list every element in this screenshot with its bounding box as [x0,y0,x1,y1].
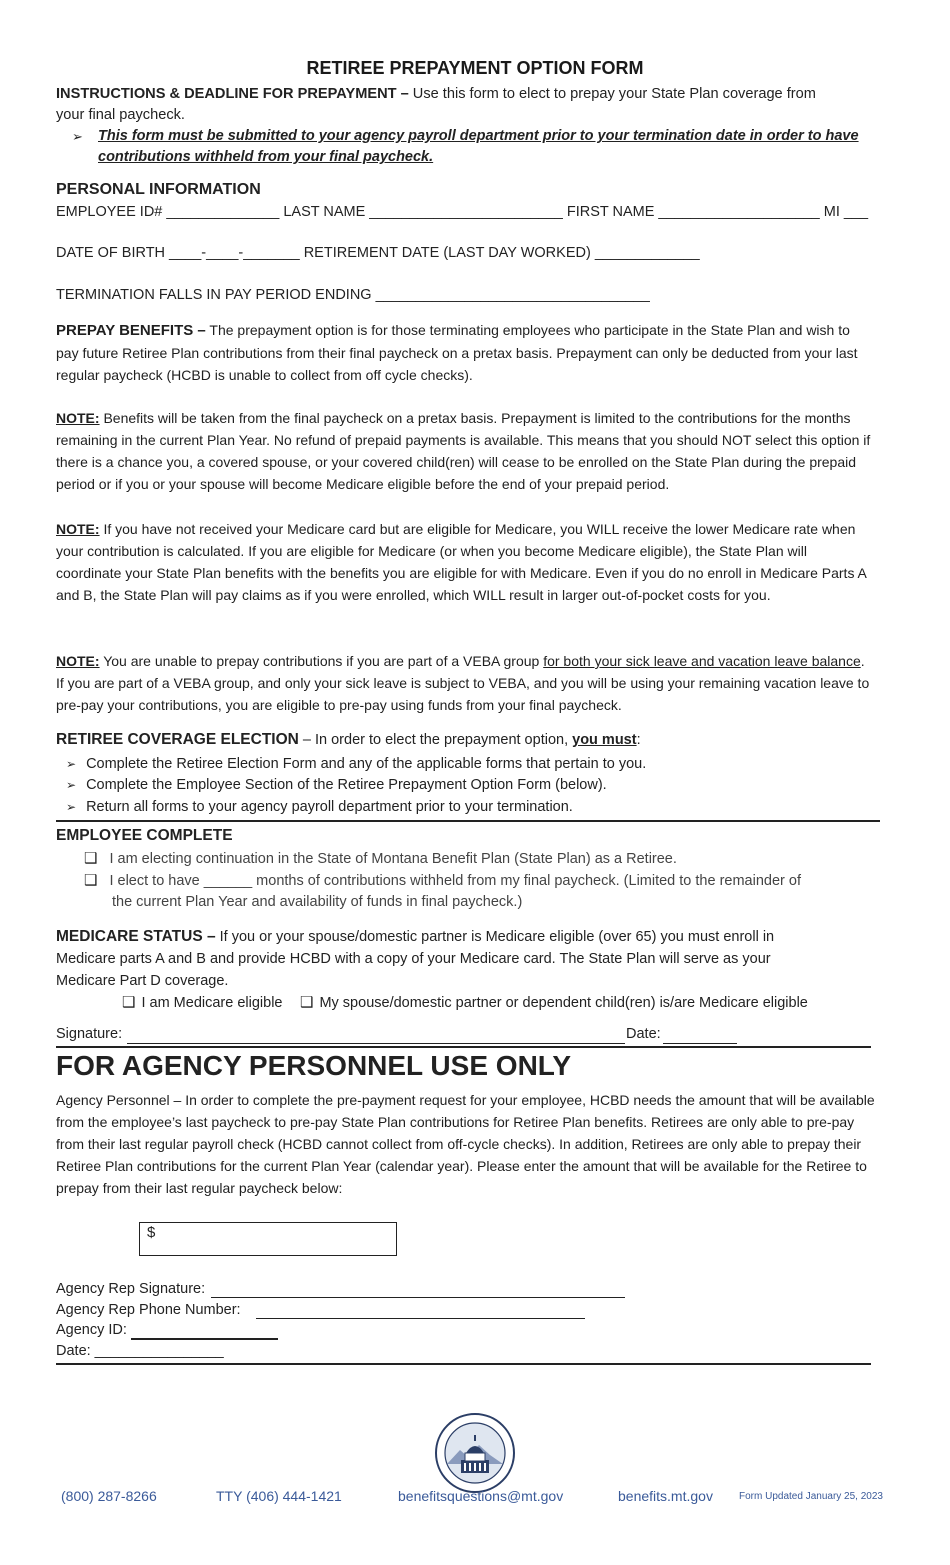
footer-email[interactable]: benefitsquestions@mt.gov [398,1488,564,1504]
footer-site[interactable]: benefits.mt.gov [618,1488,713,1504]
election-colon: : [636,732,641,748]
checkbox-label: I am Medicare eligible [141,995,283,1011]
list-item [66,799,573,815]
instructions-bullet-line2: contributions withheld from your final paycheck. [98,149,434,165]
agency-rep-phone-field[interactable] [256,1304,585,1319]
instructions-text: Use this form to elect to prepay your State Plan coverage from [412,86,816,102]
note-text: Benefits will be taken from the final paycheck on a pretax basis. Prepayment is limited to the contributions for the months remaining in the current Plan Year. No refund of prepaid payments is available. This means that you should NOT select this option if there is a chance you, a covered spouse, or your covered child(ren) will cease to be enrolled on the State Plan during the prepaid period or if you or your spouse will become Medicare eligible before the end of your prepaid period. [56,410,871,492]
note-label: NOTE: [56,410,100,426]
checkbox-label: I am electing continuation in the State of Montana Benefit Plan (State Plan) as a Retiree. [109,851,677,867]
election-intro: – In order to elect the prepayment option, [298,732,573,748]
seal-logo-graphic [434,1412,516,1494]
personal-row-pay-period[interactable]: TERMINATION FALLS IN PAY PERIOD ENDING __________________________________ [56,287,650,303]
checkbox-label: I elect to have ______ months of contributions withheld from my final paycheck. (Limited to the remainder of [109,873,801,889]
instructions-line1 [56,86,816,102]
election-heading: RETIREE COVERAGE ELECTION [56,731,299,748]
medicare-heading: MEDICARE STATUS – [56,928,216,945]
personal-row-ids[interactable]: EMPLOYEE ID# ______________ LAST NAME ________________________ FIRST NAME ____________________ MI ___ [56,204,869,220]
agency-paragraph: Agency Personnel – In order to complete the pre-payment request for your employee, HCBD needs the amount that will be available from the employee’s last paycheck to pre-pay State Plan contributions for Retiree Plan benefits. Retirees are only able to pre-pay from their last regular payroll check (HCBD cannot collect from off-cycle checks). In addition, Retirees are only able to prepay their Retiree Plan contributions for the current Plan Year (calendar year). Please enter the amount that will be available for the Retiree to prepay from their last regular paycheck below: [56,1092,875,1196]
footer-phone[interactable]: (800) 287-8266 [61,1488,157,1504]
employee-heading: EMPLOYEE COMPLETE [56,827,233,844]
employee-check-months[interactable] [84,873,801,889]
note-text: If you have not received your Medicare card but are eligible for Medicare, you WILL receive the lower Medicare rate when your contribution is calculated. If you are eligible for Medicare (or when you become Medicare eligible), the State Plan will coordinate your State Plan benefits with the benefits you are eligible for with Medicare. Even if you do no enroll in Medicare Parts A and B, the State Plan will pay claims as if you were enrolled, which WILL result in larger out-of-pocket costs for you. [56,521,867,603]
arrow-bullet-icon: ➢ [72,129,83,144]
medicare-option-self[interactable] [122,995,283,1011]
arrow-bullet-icon: ➢ [66,757,77,771]
seal-logo [434,1412,516,1494]
note-text: . If you are part of a VEBA group, and only your sick leave is subject to VEBA, and you will be using your remaining vacation leave to pre-pay your contributions, you are eligible to pre-pay using funds from your final paycheck. [56,653,870,713]
agency-rep-signature-label: Agency Rep Signature: [56,1281,206,1297]
amount-input[interactable] [139,1222,397,1256]
checkbox-icon[interactable]: ❑ [84,850,98,867]
personal-heading: PERSONAL INFORMATION [56,181,261,198]
list-item-text: Complete the Employee Section of the Retiree Prepayment Option Form (below). [86,777,607,793]
checkbox-icon[interactable]: ❑ [84,872,98,889]
note-paragraph-3 [56,650,876,716]
note-label: NOTE: [56,521,100,537]
medicare-line2: Medicare parts A and B and provide HCBD with a copy of your Medicare card. The State Plan will serve as your [56,951,771,967]
checkbox-label: My spouse/domestic partner or dependent child(ren) is/are Medicare eligible [319,995,808,1011]
note-label: NOTE: [56,653,100,669]
employee-check-months-line2: the current Plan Year and availability of funds in final paycheck.) [112,894,523,910]
election-heading-row [56,731,641,749]
amount-prefix: $ [147,1224,156,1241]
note-paragraph-2 [56,518,876,606]
employee-check-continuation[interactable] [84,851,677,867]
section-divider [56,820,880,822]
personal-row-dates[interactable]: DATE OF BIRTH ____-____-_______ RETIREMENT DATE (LAST DAY WORKED) _____________ [56,245,700,261]
instructions-line2: your final paycheck. [56,107,185,123]
page-title: RETIREE PREPAYMENT OPTION FORM [306,58,644,78]
note-paragraph-1 [56,407,876,495]
signature-date-field[interactable] [663,1029,737,1044]
note-text: You are unable to prepay contributions if you are part of a VEBA group [99,653,544,669]
agency-id-label: Agency ID: [56,1322,127,1338]
note-text-underlined: for both your sick leave and vacation leave balance [543,653,861,669]
checkbox-icon[interactable]: ❑ [300,994,314,1011]
agency-rep-signature-field[interactable] [211,1283,625,1298]
signature-field[interactable] [127,1029,625,1044]
checkbox-icon[interactable]: ❑ [122,994,136,1011]
footer-tty[interactable]: TTY (406) 444-1421 [216,1488,342,1504]
agency-id-field[interactable] [131,1324,278,1340]
list-item [66,756,646,772]
medicare-line1 [56,928,774,946]
list-item [66,777,607,793]
arrow-bullet-icon: ➢ [66,800,77,814]
instructions-bullet-line1: This form must be submitted to your agency payroll department prior to your termination date in order to have [98,128,859,144]
arrow-bullet-icon: ➢ [66,778,77,792]
list-item-text: Return all forms to your agency payroll department prior to your termination. [86,799,573,815]
medicare-option-dependent[interactable] [300,995,808,1011]
agency-rep-phone-label: Agency Rep Phone Number: [56,1302,241,1318]
election-must: you must [572,732,637,748]
medicare-text: If you or your spouse/domestic partner is Medicare eligible (over 65) you must enroll in [219,929,775,945]
instructions-heading: INSTRUCTIONS & DEADLINE FOR PREPAYMENT – [56,86,409,102]
list-item-text: Complete the Retiree Election Form and any of the applicable forms that pertain to you. [86,756,647,772]
prepay-heading: PREPAY BENEFITS – [56,322,206,339]
footer-updated: Form Updated January 25, 2023 [739,1491,883,1502]
prepay-text: The prepayment option is for those terminating employees who participate in the State Plan and wish to pay future Retiree Plan contributions from their final paycheck on a pretax basis. Prepayment can only be deducted from your last regular paycheck (HCBD is unable to collect from off cycle checks). [56,322,858,383]
section-divider [56,1363,871,1365]
signature-date-label: Date: [626,1026,661,1042]
prepay-paragraph [56,319,876,386]
section-divider [56,1046,871,1048]
medicare-line3: Medicare Part D coverage. [56,973,229,989]
agency-heading: FOR AGENCY PERSONNEL USE ONLY [56,1050,571,1081]
agency-date-field[interactable]: Date: ________________ [56,1343,224,1359]
signature-label: Signature: [56,1026,123,1042]
